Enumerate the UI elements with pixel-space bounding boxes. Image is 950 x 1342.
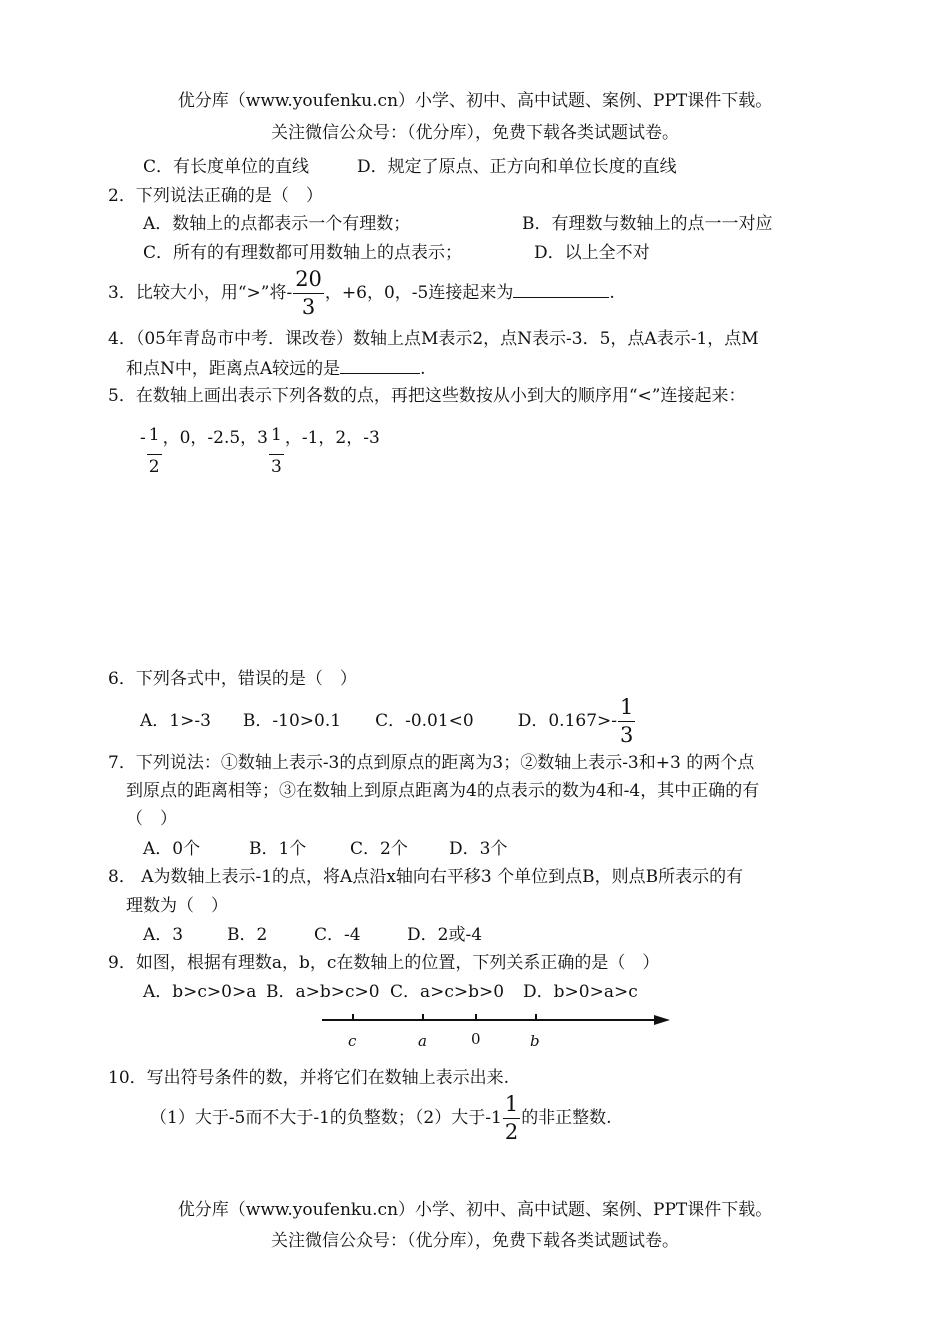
q3-line bbox=[108, 268, 615, 318]
q4-answer-blank[interactable] bbox=[340, 357, 420, 374]
q5-fraction-half-denominator: 2 bbox=[147, 454, 162, 476]
q6-option-d-fraction bbox=[618, 697, 635, 746]
q9-option-b: B．a>b>c>0 bbox=[266, 982, 380, 1002]
q8-line-2: 理数为（ ） bbox=[126, 896, 228, 916]
q6-option-c: C．-0.01<0 bbox=[375, 711, 474, 731]
q2-option-a: A．数轴上的点都表示一个有理数； bbox=[143, 214, 411, 234]
q5-stem: 5．在数轴上画出表示下列各数的点，再把这些数按从小到大的顺序用“<”连接起来： bbox=[108, 386, 746, 406]
q5-fraction-half-numerator: 1 bbox=[148, 425, 160, 445]
q9-option-d: D．b>0>a>c bbox=[523, 982, 638, 1002]
q8-option-d: D．2或-4 bbox=[407, 925, 483, 945]
q5-fraction-third bbox=[269, 427, 284, 476]
q9-option-c: C．a>c>b>0 bbox=[390, 982, 505, 1002]
q2-option-c: C．所有的有理数都可用数轴上的点表示； bbox=[143, 243, 463, 263]
q8-option-c: C．-4 bbox=[314, 925, 361, 945]
q2-stem: 2．下列说法正确的是（ ） bbox=[108, 186, 323, 206]
q5-tail-values: ，-1，2，-3 bbox=[284, 428, 380, 448]
q2-option-d: D．以上全不对 bbox=[534, 243, 650, 263]
q10-part-2: 的非正整数. bbox=[521, 1108, 612, 1128]
q7-line-1: 7．下列说法：①数轴上表示-3的点到原点的距离为3；②数轴上表示-3和+3 的两个点 bbox=[108, 753, 755, 773]
q9-label-b: b bbox=[530, 1032, 540, 1050]
q6-option-b: B．-10>0.1 bbox=[242, 711, 342, 731]
q9-number-line-figure bbox=[318, 1008, 678, 1052]
q7-line-2: 到原点的距离相等；③在数轴上到原点距离为4的点表示的数为4和-4，其中正确的有 bbox=[126, 781, 760, 801]
q3-prefix: 3．比较大小，用“>”将- bbox=[108, 283, 293, 303]
q10-part-1: （1）大于-5而不大于-1的负整数；（2）大于-1 bbox=[150, 1108, 502, 1128]
q10-stem: 10．写出符号条件的数，并将它们在数轴上表示出来. bbox=[108, 1068, 510, 1088]
q5-fraction-third-numerator: 1 bbox=[271, 425, 282, 445]
footer-line-2: 关注微信公众号：（优分库），免费下载各类试题试卷。 bbox=[271, 1231, 679, 1251]
q3-answer-blank[interactable] bbox=[513, 281, 609, 298]
q8-option-b: B．2 bbox=[227, 925, 268, 945]
q3-fraction-numerator: 20 bbox=[293, 269, 324, 294]
footer-line-1: 优分库（www.youfenku.cn）小学、初中、高中试题、案例、PPT课件下载。 bbox=[177, 1200, 773, 1220]
q8-line-1: 8． A为数轴上表示-1的点，将A点沿x轴向右平移3 个单位到点B，则点B所表示的有 bbox=[108, 867, 744, 887]
q8-option-a: A．3 bbox=[143, 925, 184, 945]
q9-number-line bbox=[318, 1008, 678, 1028]
q6-stem: 6．下列各式中，错误的是（ ） bbox=[108, 669, 357, 689]
q7-option-a: A．0个 bbox=[143, 839, 201, 859]
q6-options bbox=[140, 696, 636, 746]
q9-axis-arrow bbox=[654, 1015, 670, 1025]
q2-option-b: B．有理数与数轴上的点一一对应 bbox=[522, 214, 773, 234]
q3-suffix: ，+6，0，-5连接起来为 bbox=[324, 283, 514, 303]
q9-label-zero: 0 bbox=[471, 1030, 481, 1048]
q5-fraction-third-denominator: 3 bbox=[269, 454, 284, 476]
q1-option-d: D．规定了原点、正方向和单位长度的直线 bbox=[357, 157, 677, 177]
q4-line-2 bbox=[126, 357, 426, 380]
q6-option-d-denominator: 3 bbox=[620, 723, 634, 747]
q9-label-c: c bbox=[348, 1032, 357, 1050]
q7-option-c: C．2个 bbox=[350, 839, 408, 859]
q4-end: . bbox=[420, 359, 426, 379]
q3-end: . bbox=[609, 283, 615, 303]
q6-option-a: A．1>-3 bbox=[140, 711, 211, 731]
header-line-2: 关注微信公众号：（优分库），免费下载各类试题试卷。 bbox=[271, 123, 679, 143]
q9-stem: 9．如图，根据有理数a，b，c在数轴上的位置，下列关系正确的是（ ） bbox=[108, 953, 660, 973]
q5-numbers bbox=[140, 427, 380, 476]
q10-parts bbox=[150, 1093, 612, 1143]
q5-fraction-half bbox=[147, 427, 162, 476]
q10-fraction-denominator: 2 bbox=[504, 1120, 519, 1144]
q5-middle-values: ，0，-2.5，3 bbox=[162, 428, 268, 448]
q3-fraction-denominator: 3 bbox=[301, 295, 316, 319]
q10-fraction bbox=[503, 1094, 520, 1143]
q1-option-c: C．有长度单位的直线 bbox=[143, 157, 310, 177]
q7-option-b: B．1个 bbox=[249, 839, 307, 859]
header-line-1: 优分库（www.youfenku.cn）小学、初中、高中试题、案例、PPT课件下载。 bbox=[177, 91, 773, 111]
q9-label-a: a bbox=[418, 1032, 427, 1050]
q4-line-1: 4．（05年青岛市中考．课改卷）数轴上点M表示2，点N表示-3．5，点A表示-1，点M bbox=[108, 329, 759, 349]
q4-line-2-text: 和点N中，距离点A较远的是 bbox=[126, 359, 341, 379]
q6-option-d-numerator: 1 bbox=[618, 697, 635, 722]
q5-negative-sign: - bbox=[140, 428, 146, 448]
q7-line-3: （ ） bbox=[126, 809, 177, 829]
q6-option-d-prefix: D．0.167>- bbox=[517, 711, 618, 731]
q10-fraction-numerator: 1 bbox=[503, 1094, 520, 1119]
q7-option-d: D．3个 bbox=[449, 839, 508, 859]
q9-option-a: A．b>c>0>a bbox=[143, 982, 257, 1002]
q3-fraction bbox=[293, 269, 324, 318]
